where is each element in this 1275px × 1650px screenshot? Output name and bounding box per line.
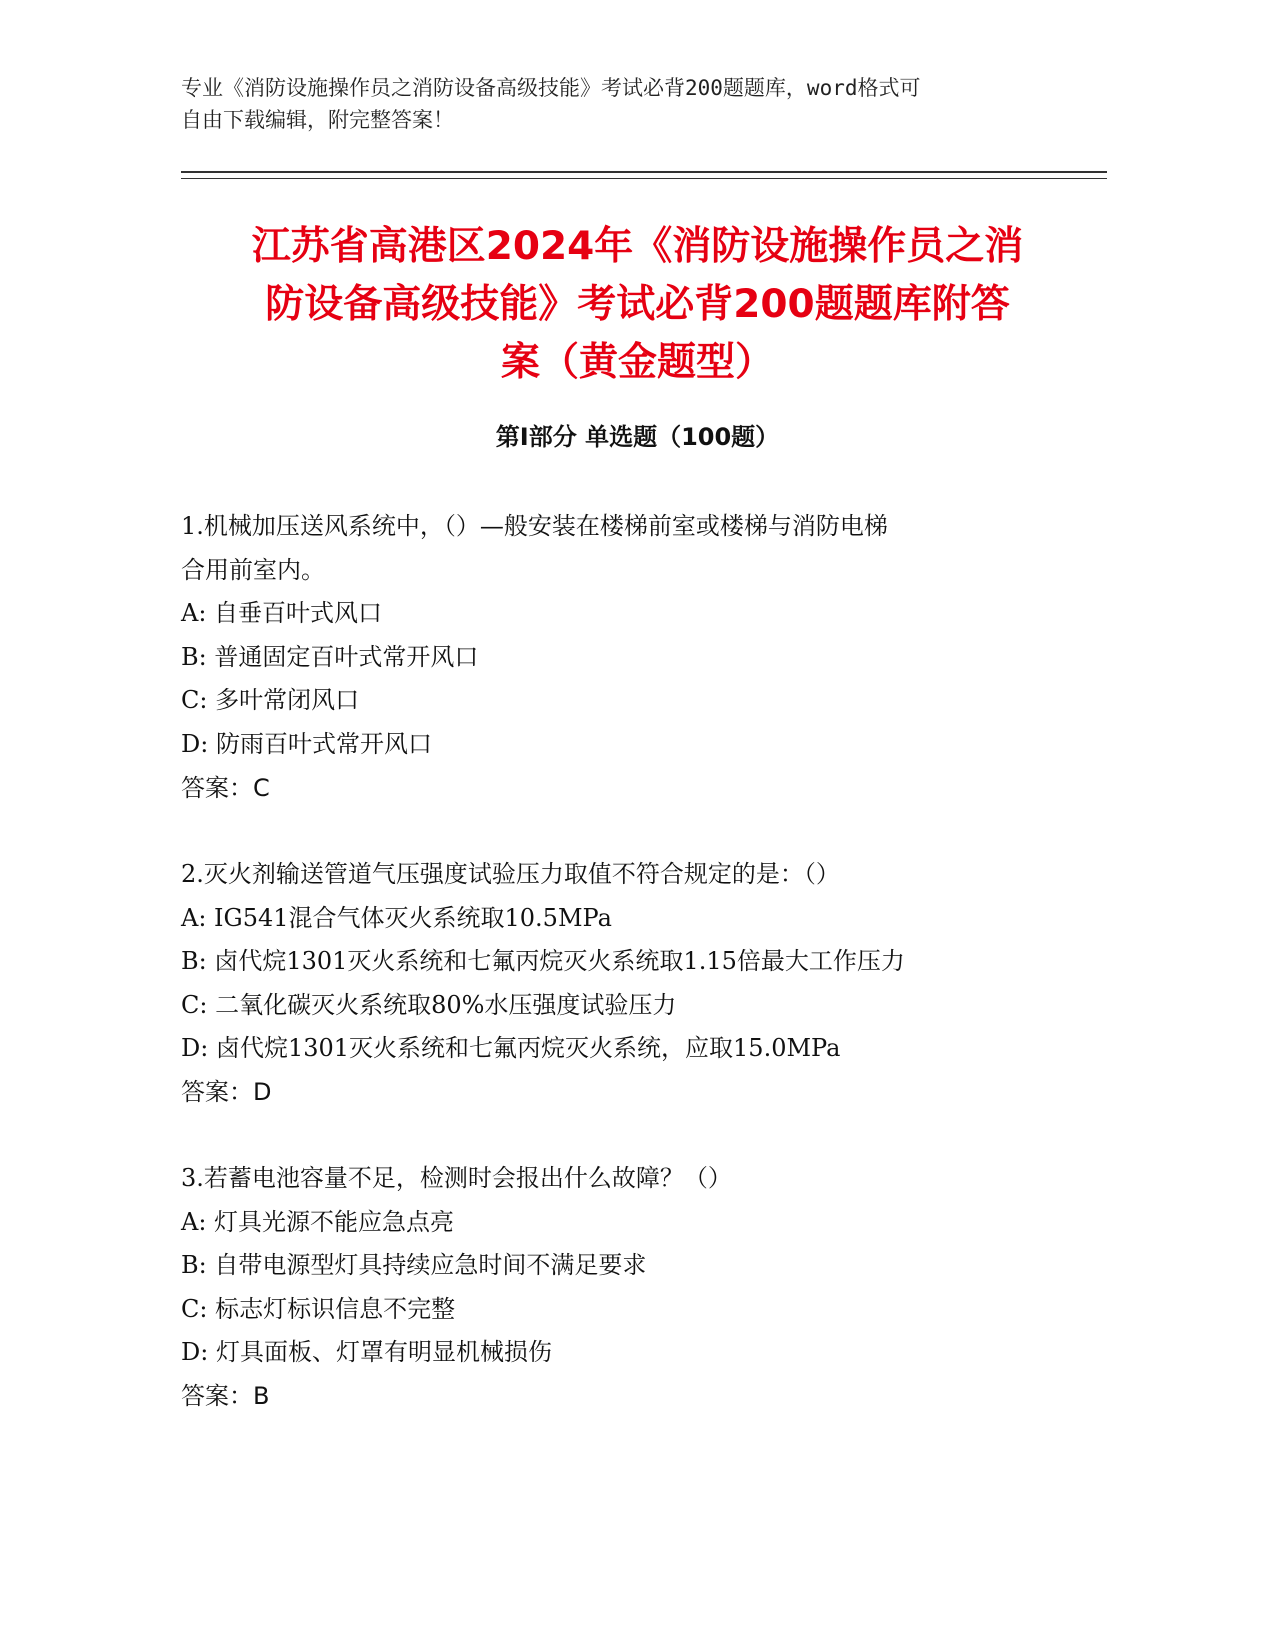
header-note-line-1: 专业《消防设施操作员之消防设备高级技能》考试必背200题题库，word格式可	[181, 76, 921, 100]
header-divider-thick	[181, 171, 1107, 173]
option-a: A: 自垂百叶式风口	[181, 599, 383, 628]
section-title: 第I部分 单选题（100题）	[495, 423, 780, 451]
document-title	[150, 218, 1125, 392]
question-stem: 3.若蓄电池容量不足，检测时会报出什么故障？（）	[181, 1164, 732, 1192]
header-note	[181, 72, 1061, 136]
option-d: D: 防雨百叶式常开风口	[181, 729, 432, 758]
answer: 答案：C	[181, 773, 270, 802]
header-note-line-2: 自由下载编辑，附完整答案！	[181, 108, 454, 132]
question-stem: 1.机械加压送风系统中，（）—般安装在楼梯前室或楼梯与消防电梯	[181, 512, 888, 540]
question-stem: 2.灭火剂输送管道气压强度试验压力取值不符合规定的是：（）	[181, 860, 840, 888]
question-1	[181, 505, 1061, 810]
document-title-line-3: 案（黄金题型）	[500, 340, 774, 385]
document-title-line-1: 江苏省高港区2024年《消防设施操作员之消	[251, 224, 1024, 269]
option-b: B: 卤代烷1301灭火系统和七氟丙烷灭火系统取1.15倍最大工作压力	[181, 947, 905, 976]
header-divider-thin	[181, 178, 1107, 179]
option-a: A: IG541混合气体灭火系统取10.5MPa	[181, 903, 612, 932]
document-title-line-2: 防设备高级技能》考试必背200题题库附答	[265, 282, 1010, 327]
option-d: D: 灯具面板、灯罩有明显机械损伤	[181, 1338, 552, 1367]
option-c: C: 标志灯标识信息不完整	[181, 1294, 456, 1323]
question-3	[181, 1157, 1061, 1419]
question-stem-continued: 合用前室内。	[181, 555, 325, 584]
question-2	[181, 853, 1061, 1115]
option-a: A: 灯具光源不能应急点亮	[181, 1207, 455, 1236]
option-c: C: 多叶常闭风口	[181, 686, 360, 715]
answer: 答案：D	[181, 1077, 272, 1106]
option-b: B: 自带电源型灯具持续应急时间不满足要求	[181, 1251, 647, 1280]
option-b: B: 普通固定百叶式常开风口	[181, 642, 479, 671]
option-c: C: 二氧化碳灭火系统取80%水压强度试验压力	[181, 990, 677, 1019]
option-d: D: 卤代烷1301灭火系统和七氟丙烷灭火系统，应取15.0MPa	[181, 1034, 841, 1063]
answer: 答案：B	[181, 1381, 270, 1410]
